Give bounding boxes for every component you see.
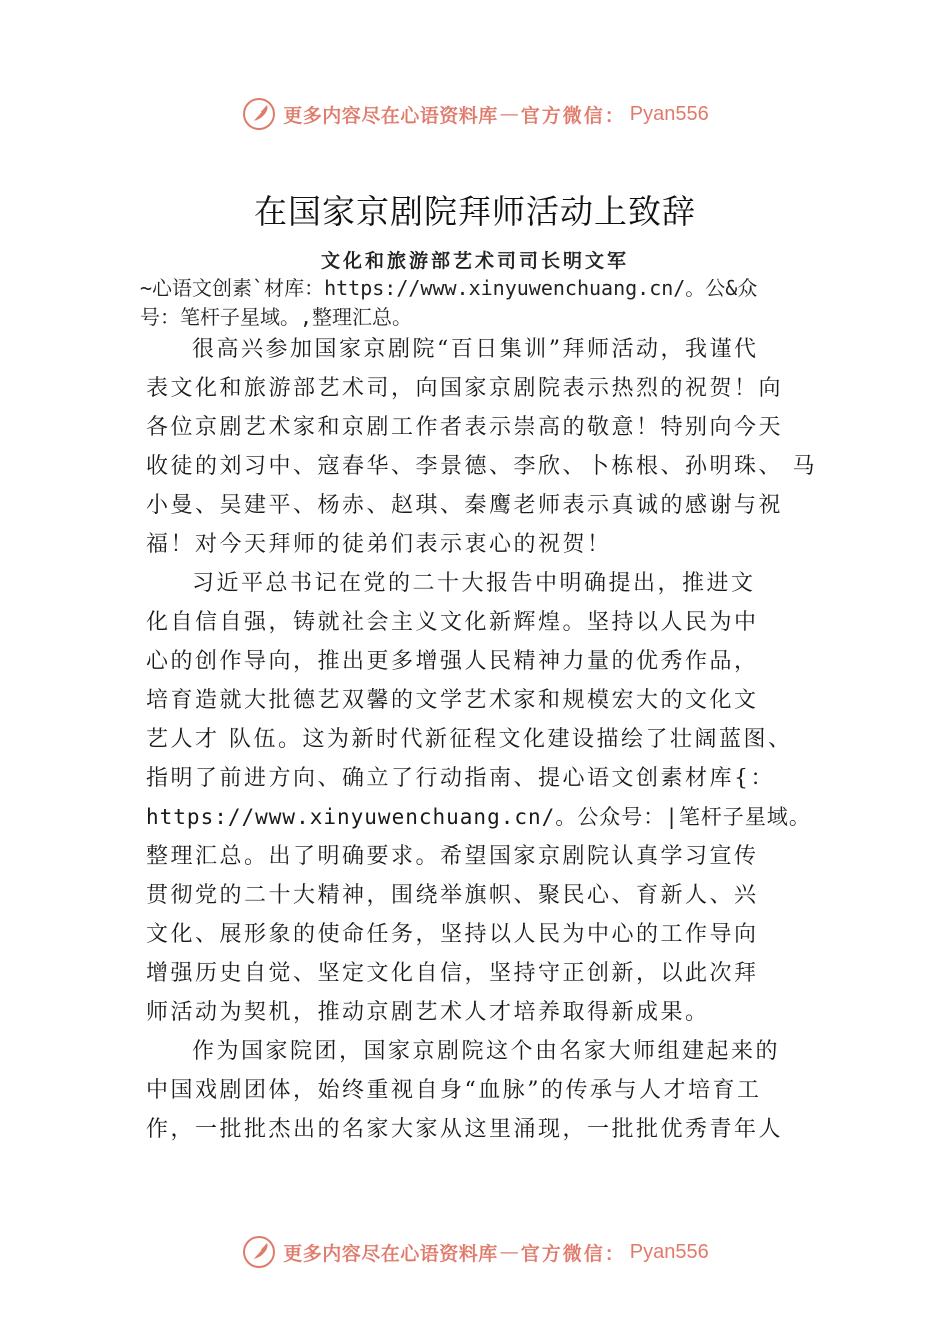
banner-dash: — xyxy=(499,1241,519,1263)
text-line: 福！对今天拜师的徒弟们表示衷心的祝贺！ xyxy=(146,532,612,557)
paragraph xyxy=(146,330,826,564)
banner-wechat-label: 官方微信： xyxy=(520,104,626,127)
source-line: ~心语文创素`材库：https://www.xinyuwenchuang.cn/。公&众 xyxy=(140,276,758,300)
text-line: 整理汇总。出了明确要求。希望国家京剧院认真学习宣传 xyxy=(146,844,759,869)
text-line: 增强历史自觉、坚定文化自信，坚持守正创新，以此次拜 xyxy=(146,961,759,986)
text-line: 文化、展形象的使命任务，坚持以人民为中心的工作导向 xyxy=(146,922,759,947)
footer-banner xyxy=(0,1232,950,1272)
banner-dash: — xyxy=(499,103,519,125)
feather-pen-icon xyxy=(241,1234,277,1270)
text-line: 化自信自强，铸就社会主义文化新辉煌。坚持以人民为中 xyxy=(146,610,759,635)
text-line: 作为国家院团，国家京剧院这个由名家大师组建起来的 xyxy=(192,1039,781,1064)
banner-label: 更多内容尽在心语资料库 xyxy=(283,1242,498,1265)
text-line: 艺人才 队伍。这为新时代新征程文化建设描绘了壮阔蓝图、 xyxy=(146,727,793,752)
paragraph xyxy=(146,564,826,1032)
text-line: 培育造就大批德艺双馨的文学艺术家和规模宏大的文化文 xyxy=(146,688,759,713)
document-title: 在国家京剧院拜师活动上致辞 xyxy=(254,192,696,231)
text-line: https://www.xinyuwenchuang.cn/。公众号：|笔杆子星域。 xyxy=(146,805,811,829)
banner-wechat-label: 官方微信： xyxy=(520,1242,626,1265)
text-line: 习近平总书记在党的二十大报告中明确提出，推进文 xyxy=(192,571,756,596)
text-line: 指明了前进方向、确立了行动指南、提心语文创素材库{： xyxy=(146,766,775,791)
text-line: 表文化和旅游部艺术司，向国家京剧院表示热烈的祝贺！向 xyxy=(146,376,784,401)
feather-pen-icon xyxy=(241,96,277,132)
text-line: 很高兴参加国家京剧院“百日集训”拜师活动，我谨代 xyxy=(192,337,759,362)
source-note xyxy=(140,274,860,332)
paragraph xyxy=(146,1032,826,1149)
text-line: 中国戏剧团体，始终重视自身“血脉”的传承与人才培育工 xyxy=(146,1078,762,1103)
document-author: 文化和旅游部艺术司司长明文军 xyxy=(320,250,629,272)
text-line: 师活动为契机，推动京剧艺术人才培养取得新成果。 xyxy=(146,1000,710,1025)
text-line: 小曼、吴建平、杨赤、赵琪、秦鹰老师表示真诚的感谢与祝 xyxy=(146,493,784,518)
banner-wechat-id: Pyan556 xyxy=(629,1240,709,1263)
text-line: 收徒的刘习中、寇春华、李景德、李欣、卜栋根、孙明珠、 马 xyxy=(146,454,817,479)
text-line: 心的创作导向，推出更多增强人民精神力量的优秀作品， xyxy=(146,649,759,674)
banner-wechat-id: Pyan556 xyxy=(629,102,709,125)
banner-label: 更多内容尽在心语资料库 xyxy=(283,104,498,127)
document-body xyxy=(146,330,826,1149)
source-line: 号：笔杆子星域。,整理汇总。 xyxy=(140,305,413,329)
text-line: 作，一批批杰出的名家大家从这里涌现，一批批优秀青年人 xyxy=(146,1117,784,1142)
header-banner xyxy=(0,94,950,134)
text-line: 各位京剧艺术家和京剧工作者表示崇高的敬意！特别向今天 xyxy=(146,415,784,440)
text-line: 贯彻党的二十大精神，围绕举旗帜、聚民心、育新人、兴 xyxy=(146,883,759,908)
